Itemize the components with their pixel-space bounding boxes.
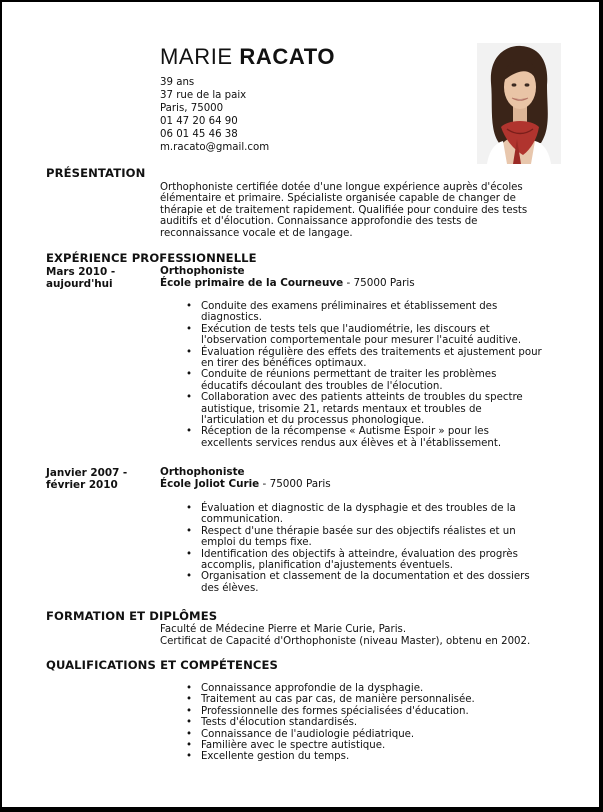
portrait-illustration <box>477 43 561 164</box>
list-item: • Exécution de tests tels que l'audiométrie, les discours et l'observation comportementale pour mesurer l'acuité auditive. <box>186 324 542 347</box>
job-2-title: Orthophoniste <box>160 466 245 478</box>
list-item: • Conduite des examens préliminaires et établissement des diagnostics. <box>186 301 542 324</box>
list-item: • Organisation et classement de la documentation et des dossiers des élèves. <box>186 571 542 594</box>
list-item: • Excellente gestion du temps. <box>186 751 542 762</box>
list-item: • Évaluation et diagnostic de la dysphagie et des troubles de la communication. <box>186 503 542 526</box>
job-2-bullets <box>186 503 542 594</box>
list-item: • Professionnelle des formes spécialisées d'éducation. <box>186 706 542 717</box>
qualifications-heading: QUALIFICATIONS ET COMPÉTENCES <box>46 658 278 672</box>
city: Paris, 75000 <box>160 103 224 114</box>
list-item: • Respect d'une thérapie basée sur des objectifs réalistes et un emploi du temps fixe. <box>186 526 542 549</box>
last-name: RACATO <box>239 44 336 69</box>
job-2-employer-line <box>160 479 331 491</box>
education-degree: Certificat de Capacité d'Orthophoniste (niveau Master), obtenu en 2002. <box>160 636 531 647</box>
list-item: • Tests d'élocution standardisés. <box>186 717 542 728</box>
list-item: • Familière avec le spectre autistique. <box>186 740 542 751</box>
qualifications-list <box>186 683 542 763</box>
job-1-bullets <box>186 301 542 449</box>
education-school: Faculté de Médecine Pierre et Marie Curie, Paris. <box>160 624 407 635</box>
list-item: • Connaissance approfondie de la dysphagie. <box>186 683 542 694</box>
job-2-location: - 75000 Paris <box>259 478 331 490</box>
job-1-employer-line <box>160 278 415 290</box>
age: 39 ans <box>160 77 195 88</box>
candidate-name <box>160 44 335 70</box>
job-1-title: Orthophoniste <box>160 265 245 277</box>
job-1-location: - 75000 Paris <box>343 277 415 289</box>
list-item: • Connaissance de l'audiologie pédiatrique. <box>186 729 542 740</box>
profile-photo <box>477 43 561 164</box>
phone-mobile: 06 01 45 46 38 <box>160 129 238 140</box>
list-item: • Évaluation régulière des effets des traitements et ajustement pour en tirer des bénéfices optimaux. <box>186 347 542 370</box>
job-2-employer: École Joliot Curie <box>160 478 260 490</box>
education-heading: FORMATION ET DIPLÔMES <box>46 609 218 623</box>
job-2-date: Janvier 2007 - février 2010 <box>46 467 128 491</box>
job-1-date: Mars 2010 - aujourd'hui <box>46 266 116 290</box>
presentation-text: Orthophoniste certifiée dotée d'une longue expérience auprès d'écoles élémentaire et primaire. Spécialiste organisée capable de changer de thérapie et de traitement rapidement. Qualifiée pour conduire des tests auditifs et d'élocution. Connaissance approfondie des tests de reconnaissance vocale et de langage. <box>160 182 528 239</box>
contact-block <box>160 76 269 154</box>
list-item: • Réception de la récompense « Autisme Espoir » pour les excellents services rendus aux élèves et à l'établissement. <box>186 426 542 449</box>
list-item: • Traitement au cas par cas, de manière personnalisée. <box>186 694 542 705</box>
list-item: • Conduite de réunions permettant de traiter les problèmes éducatifs découlant des troubles de l'élocution. <box>186 369 542 392</box>
presentation-heading: PRÉSENTATION <box>46 166 146 180</box>
job-1-employer: École primaire de la Courneuve <box>160 277 344 289</box>
list-item: • Identification des objectifs à atteindre, évaluation des progrès accomplis, planification d'ajustements éventuels. <box>186 549 542 572</box>
experience-heading: EXPÉRIENCE PROFESSIONNELLE <box>46 251 257 265</box>
list-item: • Collaboration avec des patients atteints de troubles du spectre autistique, trisomie 21, retards mentaux et troubles de l'articulation et du processus phonologique. <box>186 392 542 426</box>
phone-landline: 01 47 20 64 90 <box>160 116 238 127</box>
street-address: 37 rue de la paix <box>160 90 247 101</box>
first-name: MARIE <box>160 44 233 69</box>
email: m.racato@gmail.com <box>160 142 270 153</box>
